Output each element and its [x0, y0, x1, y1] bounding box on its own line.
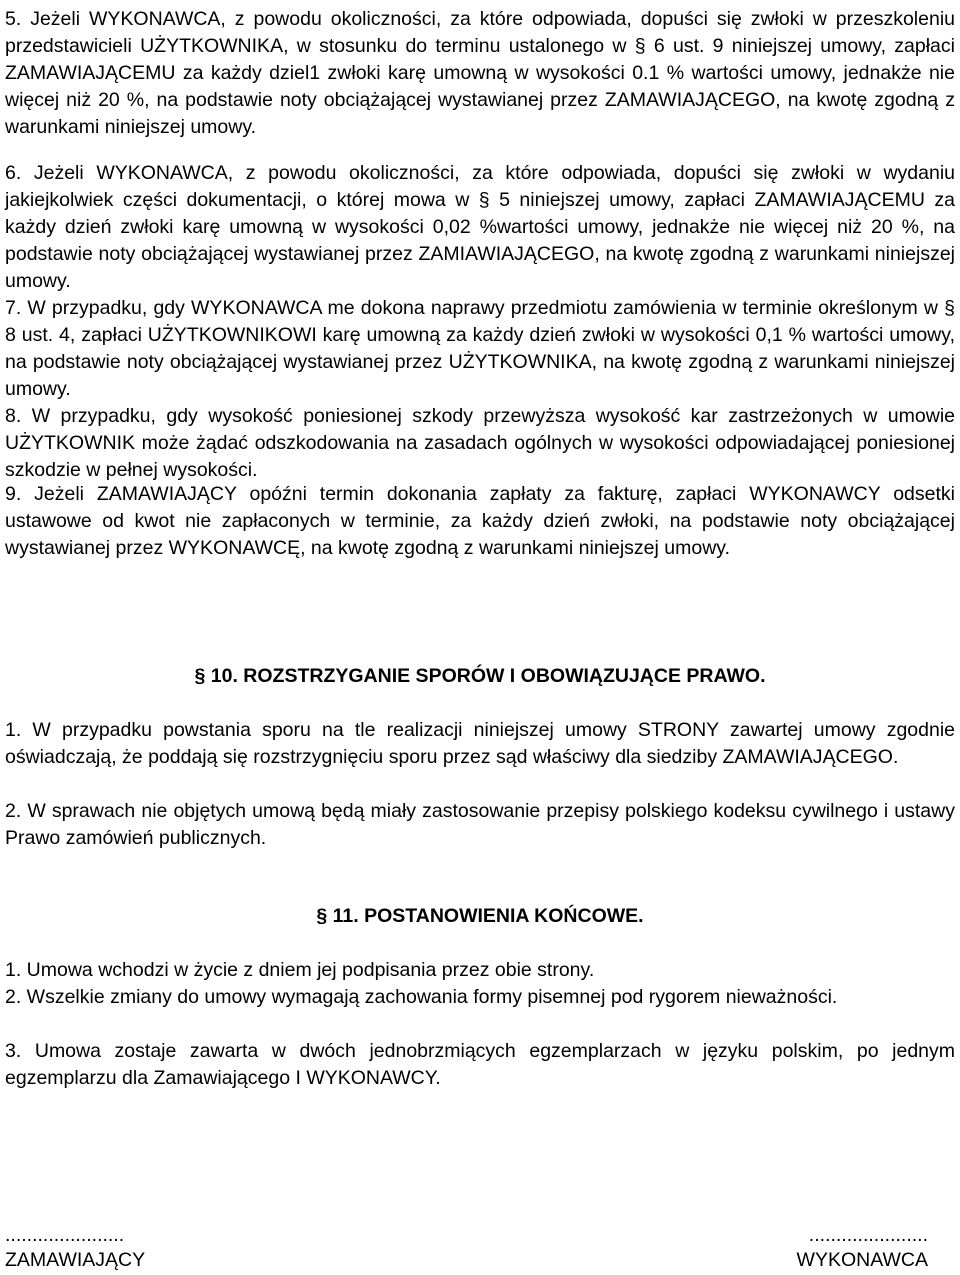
paragraph-8: 8. W przypadku, gdy wysokość poniesionej szkody przewyższa wysokość kar zastrzeżonych w umowie UŻYTKOWNIK może żądać odszkodowania na zasadach ogólnych w wysokości odpowiadającej poniesionej szkodzie w pełnej wysokości. [5, 405, 955, 482]
section-11-paragraph-1: 1. Umowa wchodzi w życie z dniem jej podpisania przez obie strony. [5, 959, 595, 981]
section-11-paragraph-3: 3. Umowa zostaje zawarta w dwóch jednobrzmiących egzemplarzach w języku polskim, po jednym egzemplarzu dla Zamawiającego I WYKONAWCY. [5, 1040, 955, 1090]
paragraph-7: 7. W przypadku, gdy WYKONAWCA me dokona naprawy przedmiotu zamówienia w terminie określonym w § 8 ust. 4, zapłaci UŻYTKOWNIKOWI karę umowną za każdy dzień zwłoki w wysokości 0,1 % wartości umowy, na podstawie noty obciążającej wystawianej przez UŻYTKOWNIKA, na kwotę zgodną z warunkami niniejszej umowy. [5, 297, 955, 401]
section-10-paragraph-2: 2. W sprawach nie objętych umową będą miały zastosowanie przepisy polskiego kodeksu cywilnego i ustawy Prawo zamówień publicznych. [5, 800, 955, 850]
signature-line-right: ...................... [808, 1224, 928, 1246]
section-10-heading: § 10. ROZSTRZYGANIE SPORÓW I OBOWIĄZUJĄCE PRAWO. [194, 665, 766, 687]
section-11-heading: § 11. POSTANOWIENIA KOŃCOWE. [316, 905, 644, 927]
signature-label-zamawiajacy: ZAMAWIAJĄCY [5, 1249, 146, 1271]
section-11-paragraph-2: 2. Wszelkie zmiany do umowy wymagają zachowania formy pisemnej pod rygorem nieważności. [5, 986, 838, 1008]
signature-line-left: ...................... [5, 1224, 125, 1246]
signature-label-wykonawca: WYKONAWCA [796, 1249, 928, 1271]
paragraph-6: 6. Jeżeli WYKONAWCA, z powodu okoliczności, za które odpowiada, dopuści się zwłoki w wydaniu jakiejkolwiek części dokumentacji, o której mowa w § 5 niniejszej umowy, zapłaci ZAMAWIAJĄCEMU za każdy dzień zwłoki karę umowną w wysokości 0,02 %wartości umowy, jednakże nie więcej niż 20 %, na podstawie noty obciążającej wystawianej przez ZAMIAWIAJĄCEGO, na kwotę zgodną z warunkami niniejszej umowy. [5, 162, 955, 293]
paragraph-9: 9. Jeżeli ZAMAWIAJĄCY opóźni termin dokonania zapłaty za fakturę, zapłaci WYKONAWCY odsetki ustawowe od kwot nie zapłaconych w terminie, za każdy dzień zwłoki, na podstawie noty obciążającej wystawianej przez WYKONAWCĘ, na kwotę zgodną z warunkami niniejszej umowy. [5, 483, 955, 560]
paragraph-5: 5. Jeżeli WYKONAWCA, z powodu okoliczności, za które odpowiada, dopuści się zwłoki w przeszkoleniu przedstawicieli UŻYTKOWNIKA, w stosunku do terminu ustalonego w § 6 ust. 9 niniejszej umowy, zapłaci ZAMAWIAJĄCEMU za każdy dziel1 zwłoki karę umowną w wysokości 0.1 % wartości umowy, jednakże nie więcej niż 20 %, na podstawie noty obciążającej wystawianej przez ZAMAWIAJĄCEGO, na kwotę zgodną z warunkami niniejszej umowy. [5, 8, 955, 139]
section-10-paragraph-1: 1. W przypadku powstania sporu na tle realizacji niniejszej umowy STRONY zawartej umowy zgodnie oświadczają, że poddają się rozstrzygnięciu sporu przez sąd właściwy dla siedziby ZAMAWIAJĄCEGO. [5, 719, 955, 769]
